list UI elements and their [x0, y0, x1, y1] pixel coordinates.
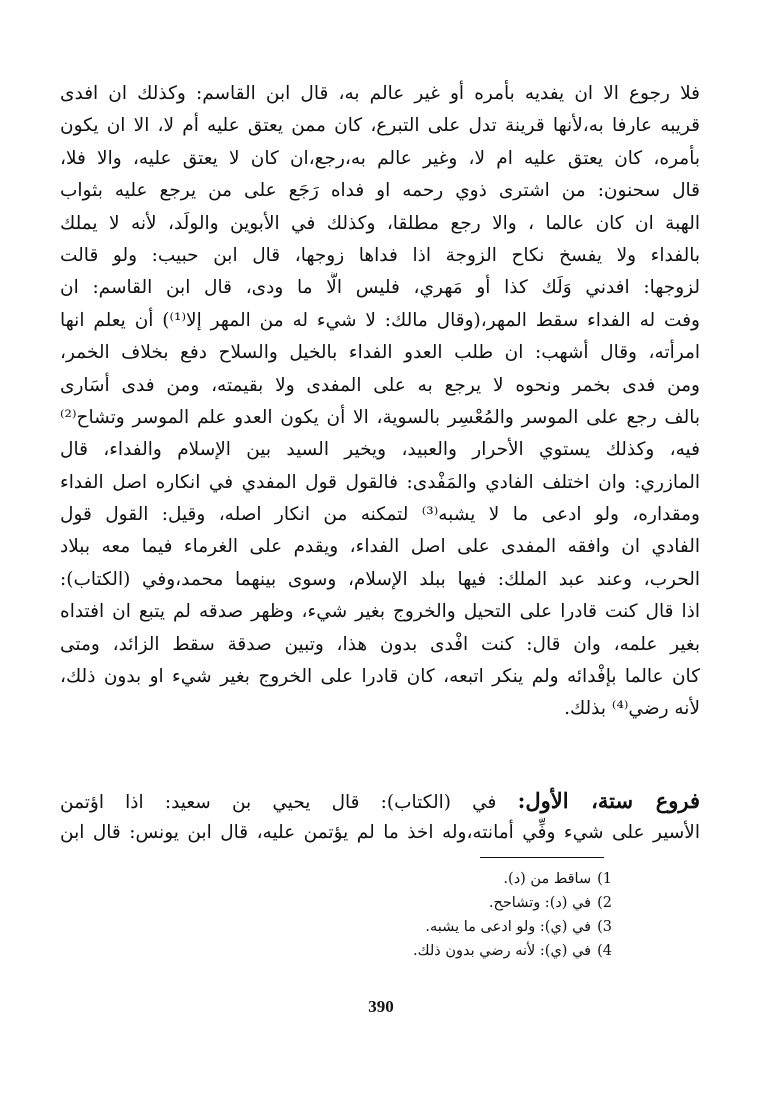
- section-line-text: الأسير على شيء وفِّي أمانته،وله اخذ ما لم يؤتمن عليه، قال ابن يونس: قال ابن: [60, 822, 700, 843]
- text-line: الهبة ان كان عالما ، والا رجع مطلقا، وكذلك في الأبوين والولَد، لأنه لا يملك: [60, 212, 700, 234]
- text-line: بالف رجع على الموسر والمُعْسِر بالسوية، الا أن يكون العدو علم الموسر وتشاح⁽²⁾: [60, 406, 700, 428]
- footnote-text: في (د): وتشاحح.: [488, 895, 592, 911]
- text-line: وفت له الفداء سقط المهر،(وقال مالك: لا شيء له من المهر إلا⁽¹⁾) أن يعلم انها: [60, 309, 700, 331]
- text-line: كان عالما بإفْدائه ولم ينكر اتبعه، كان قادرا على الخروج بغير شيء او بدون ذلك،: [60, 666, 700, 688]
- main-text-block: [60, 78, 700, 726]
- page-number: 390: [368, 997, 394, 1016]
- text-line: ومن فدى بخمر ونحوه لا يرجع به على المفدى ولا بقيمته، ومن فدى أسَارى: [60, 374, 700, 396]
- footnote: [192, 867, 612, 891]
- text-line: فلا رجوع الا ان يفديه بأمره أو غير عالم به، قال ابن القاسم: وكذلك ان افدى: [60, 83, 700, 104]
- text-line: الفادي ان وافقه المفدى على اصل الفداء، ويقدم على الغرماء فيما معه ببلاد: [60, 536, 700, 558]
- footnote-number: 3): [597, 919, 612, 935]
- footnote-text: ساقط من (د).: [503, 871, 592, 887]
- text-line: ومقداره، ولو ادعى ما لا يشبه⁽³⁾ لتمكنه من انكار اصله، وقيل: القول قول: [60, 504, 700, 526]
- text-line: الحرب، وعند عبد الملك: فيها ببلد الإسلام، وسوى بينهما محمد،وفي (الكتاب):: [60, 568, 700, 590]
- text-line: لزوجها: افدني وَلَك كذا أو مَهري، فليس الَّا ما ودى، قال ابن القاسم: ان: [60, 277, 700, 299]
- footnote-number: 1): [597, 871, 612, 887]
- text-line: قريبه عارفا به،لأنها قرينة تدل على التبرع، كان ممن يعتق عليه أم لا، الا ان يكون: [60, 115, 700, 137]
- footnote: [192, 891, 612, 915]
- footnote-text: في (ي): ولو ادعى ما يشبه.: [425, 919, 592, 935]
- text-line: امرأته، وقال أشهب: ان طلب العدو الفداء بالخيل والسلاح دفع بخلاف الخمر،: [60, 342, 700, 364]
- footnotes: [192, 867, 612, 963]
- text-line: المازري: وان اختلف الفادي والمَفْدى: فالقول قول المفدي في انكاره اصل الفداء: [60, 471, 700, 493]
- text-line: لأنه رضي⁽⁴⁾ بذلك.: [564, 698, 700, 720]
- text-line: بأمره، كان يعتق عليه ام لا، وغير عالم به،رجع،ان كان لا يعتق عليه، والا فلا،: [60, 147, 700, 169]
- text-line: اذا قال كنت قادرا على التحيل والخروج بغير شيء، وظهر صدقه لم يتبع ان افتداه: [60, 601, 700, 623]
- text-line: بالفداء ولا يفسخ نكاح الزوجة اذا فداها زوجها، قال ابن حبيب: ولو قالت: [60, 244, 700, 266]
- text-line: قال سحنون: من اشترى ذوي رحمه او فداه رَجَع على من يرجع عليه بثواب: [60, 180, 700, 202]
- footnote-text: في (ي): لأنه رضي بدون ذلك.: [413, 943, 592, 959]
- section-heading: فروع ستة، الأول:: [517, 788, 700, 813]
- section-line-text: في (الكتاب): قال يحيي بن سعيد: اذا اؤتمن: [60, 792, 497, 813]
- footnote: [192, 939, 612, 963]
- section-first-line: [60, 785, 700, 817]
- footnote-number: 2): [597, 895, 612, 911]
- footnote-separator: [480, 857, 604, 858]
- text-line: بغير علمه، وان قال: كنت افْدى بدون هذا، وتبين صدقة سقط الزائد، ومتى: [60, 633, 700, 655]
- text-line: فيه، وكذلك يستوي الأحرار والعبيد، ويخير السيد بين الإسلام والفداء، قال: [60, 439, 700, 461]
- footnote: [192, 915, 612, 939]
- footnote-number: 4): [597, 943, 612, 959]
- section-block: [60, 785, 700, 849]
